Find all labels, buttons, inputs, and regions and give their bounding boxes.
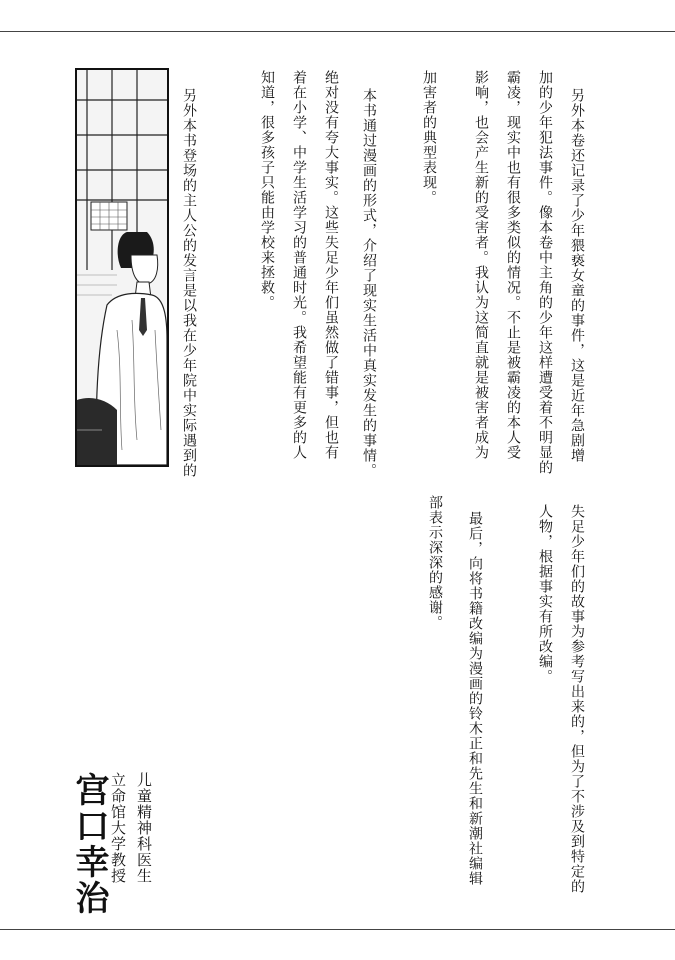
paragraph1-line2: 加的少年犯法事件。像本卷中主角的少年这样遭受着不明显的: [537, 70, 553, 475]
manga-panel-drawing: [77, 70, 167, 465]
manga-panel-image: [75, 68, 169, 467]
paragraph2-line2: 绝对没有夸大事实。这些失足少年们虽然做了错事，但也有: [323, 70, 339, 460]
paragraph4-line1: 失足少年们的故事为参考写出来的，但为了不涉及到特定的: [569, 504, 585, 894]
author-title-psychiatrist: 儿童精神科医生: [135, 772, 153, 884]
bottom-rule: [0, 929, 675, 930]
paragraph2-line1: 本书通过漫画的形式，介绍了现实生活中真实发生的事情。: [361, 88, 377, 478]
paragraph4-line2: 人物，根据事实有所改编。: [537, 504, 553, 684]
paragraph5-line1: 最后，向将书籍改编为漫画的铃木正和先生和新潮社编辑: [467, 511, 483, 886]
paragraph1-line1: 另外本卷还记录了少年猥亵女童的事件，这是近年急剧增: [569, 88, 585, 463]
paragraph3-line1: 另外本书登场的主人公的发言是以我在少年院中实际遇到的: [181, 88, 197, 478]
paragraph1-line5: 加害者的典型表现。: [421, 70, 437, 205]
author-title-professor: 立命馆大学教授: [109, 772, 127, 884]
paragraph1-line3: 霸凌，现实中也有很多类似的情况。不止是被霸凌的本人受: [505, 70, 521, 460]
author-name: 宫口幸治: [69, 772, 109, 916]
paragraph5-line2: 部表示深深的感谢。: [427, 495, 443, 630]
paragraph1-line4: 影响，也会产生新的受害者。我认为这简直就是被害者成为: [473, 70, 489, 460]
paragraph2-line3: 着在小学、中学生活学习的普通时光。我希望能有更多的人: [291, 70, 307, 460]
top-rule: [0, 31, 675, 32]
paragraph2-line4: 知道，很多孩子只能由学校来拯救。: [259, 70, 275, 310]
